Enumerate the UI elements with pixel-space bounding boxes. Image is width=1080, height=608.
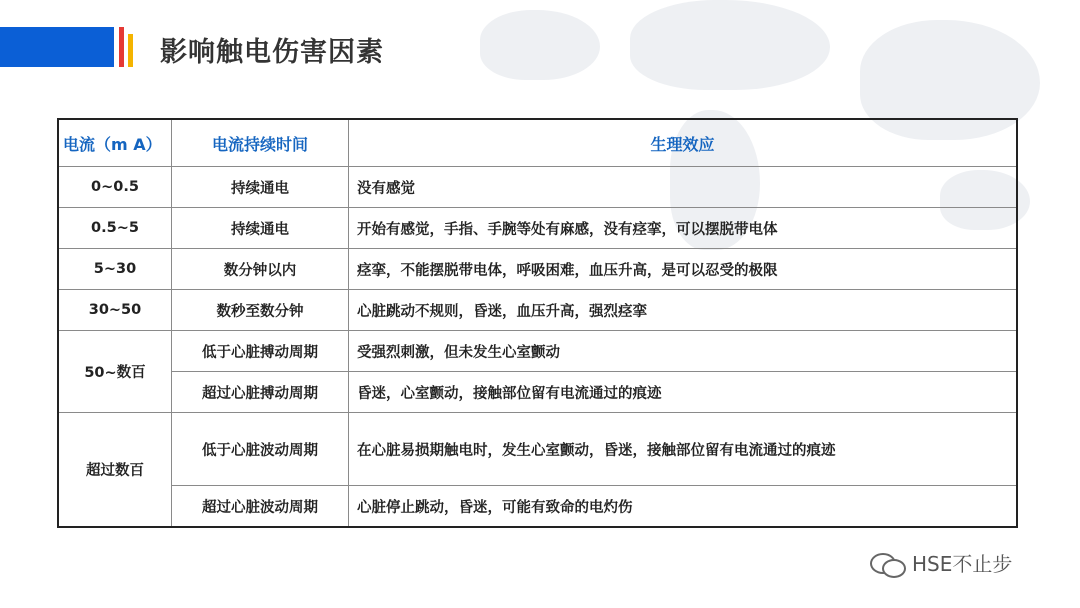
wechat-icon (870, 551, 906, 575)
current-cell: 超过数百 (58, 413, 172, 528)
table-row (58, 413, 1017, 486)
effect-cell: 心脏跳动不规则，昏迷，血压升高，强烈痉挛 (349, 290, 1018, 331)
table-row (58, 372, 1017, 413)
duration-cell: 低于心脏波动周期 (172, 413, 349, 486)
current-cell: 0~0.5 (58, 167, 172, 208)
page-title: 影响触电伤害因素 (160, 37, 384, 68)
header-current: 电流（m A） (58, 119, 172, 167)
table-header-row (58, 119, 1017, 167)
effect-cell: 在心脏易损期触电时，发生心室颤动，昏迷，接触部位留有电流通过的痕迹 (349, 413, 1018, 486)
duration-cell: 超过心脏搏动周期 (172, 372, 349, 413)
duration-cell: 持续通电 (172, 167, 349, 208)
duration-cell: 超过心脏波动周期 (172, 486, 349, 528)
header-duration: 电流持续时间 (172, 119, 349, 167)
watermark (870, 548, 1012, 577)
current-cell: 5~30 (58, 249, 172, 290)
title-accent-red (119, 27, 124, 67)
effect-cell: 开始有感觉，手指、手腕等处有麻感，没有痉挛，可以摆脱带电体 (349, 208, 1018, 249)
table-row (58, 290, 1017, 331)
header-effect: 生理效应 (349, 119, 1018, 167)
current-cell: 50~数百 (58, 331, 172, 413)
effect-cell: 昏迷，心室颤动，接触部位留有电流通过的痕迹 (349, 372, 1018, 413)
effect-cell: 没有感觉 (349, 167, 1018, 208)
duration-cell: 数秒至数分钟 (172, 290, 349, 331)
table-row (58, 331, 1017, 372)
title-accent-bar (0, 27, 114, 67)
current-cell: 30~50 (58, 290, 172, 331)
duration-cell: 数分钟以内 (172, 249, 349, 290)
table-row (58, 167, 1017, 208)
current-cell: 0.5~5 (58, 208, 172, 249)
table-row (58, 486, 1017, 528)
watermark-text: HSE不止步 (912, 552, 1013, 576)
effect-cell: 痉挛，不能摆脱带电体，呼吸困难，血压升高，是可以忍受的极限 (349, 249, 1018, 290)
table-row (58, 249, 1017, 290)
current-effects-table (57, 118, 1018, 528)
title-accent-yellow (128, 34, 133, 67)
table-row (58, 208, 1017, 249)
duration-cell: 低于心脏搏动周期 (172, 331, 349, 372)
effect-cell: 心脏停止跳动，昏迷，可能有致命的电灼伤 (349, 486, 1018, 528)
effect-cell: 受强烈刺激，但未发生心室颤动 (349, 331, 1018, 372)
duration-cell: 持续通电 (172, 208, 349, 249)
